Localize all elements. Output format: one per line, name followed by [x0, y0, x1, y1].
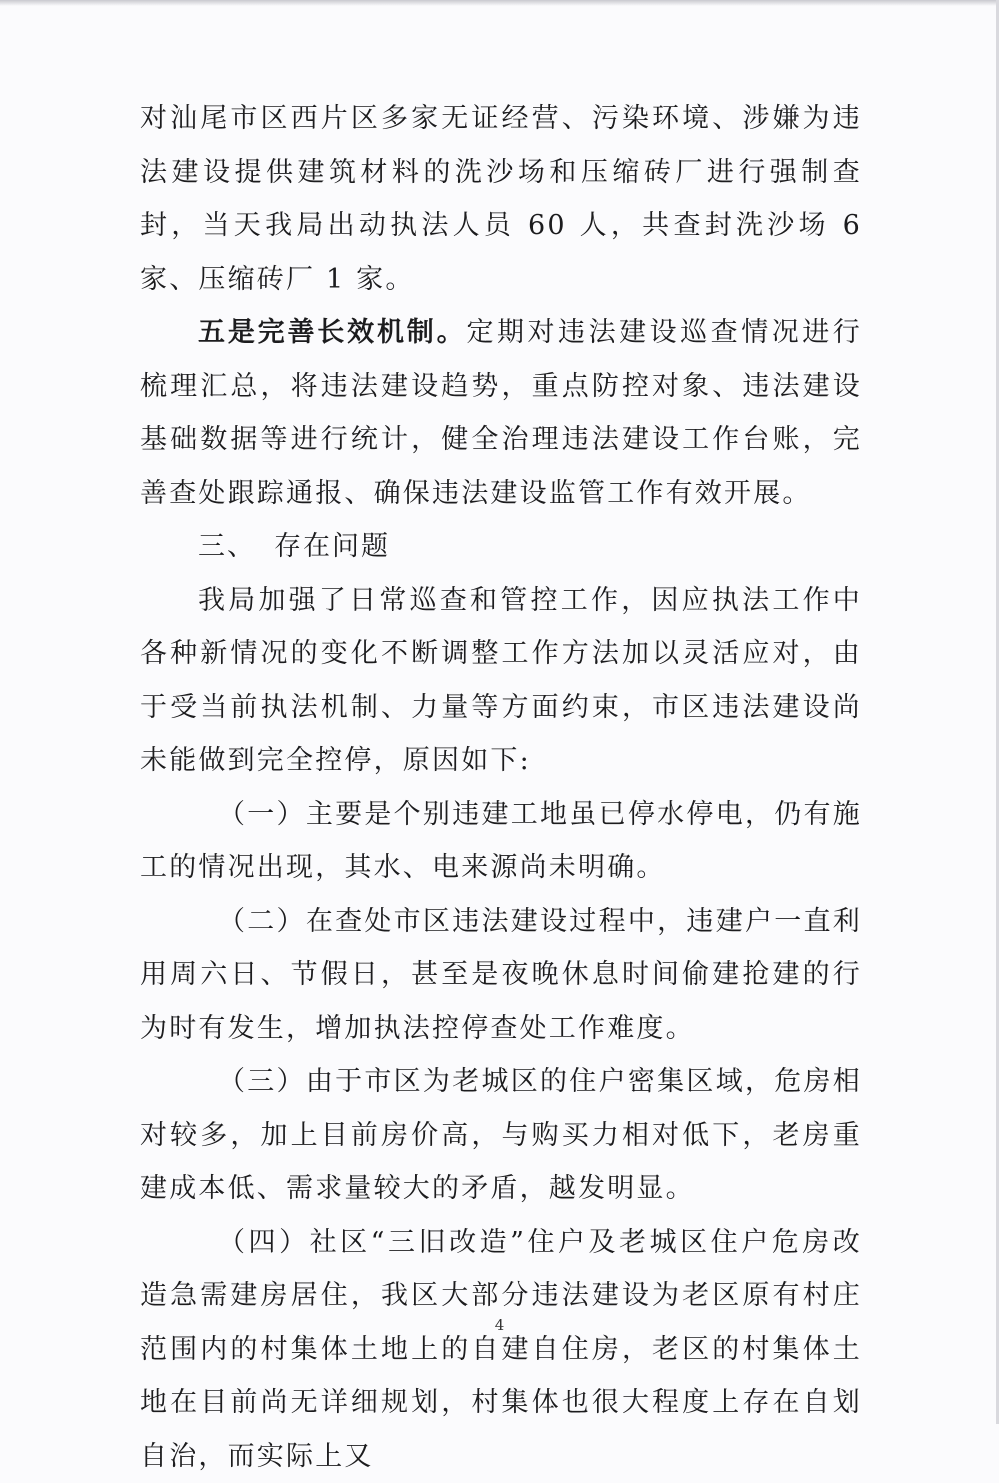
paragraph-issue-4: （四）社区“三旧改造”住户及老城区住户危房改造急需建房居住，我区大部分违法建设为老区原有村庄范围内的村集体土地上的自建自住房，老区的村集体土地在目前尚无详细规划，村集体也很大程度上存在自划自治，而实际上又 [140, 1216, 862, 1483]
item-5-lead: 五是完善长效机制。 [198, 317, 466, 348]
item-5-body: 定期对违法建设巡查情况进行梳理汇总，将违法建设趋势，重点防控对象、违法建设基础数据等进行统计，健全治理违法建设工作台账，完善查处跟踪通报、确保违法建设监管工作有效开展。 [140, 317, 862, 509]
scan-edge-top [0, 0, 999, 6]
section-title: 存在问题 [274, 531, 390, 562]
paragraph-item-5 [140, 306, 862, 520]
paragraph-issue-3: （三）由于市区为老城区的住户密集区域，危房相对较多，加上目前房价高，与购买力相对低下，老房重建成本低、需求量较大的矛盾，越发明显。 [140, 1055, 862, 1216]
paragraph-issue-1: （一）主要是个别违建工地虽已停水停电，仍有施工的情况出现，其水、电来源尚未明确。 [140, 788, 862, 895]
document-body [140, 92, 862, 1483]
paragraph-section-intro: 我局加强了日常巡查和管控工作，因应执法工作中各种新情况的变化不断调整工作方法加以灵活应对，由于受当前执法机制、力量等方面约束，市区违法建设尚未能做到完全控停，原因如下: [140, 574, 862, 788]
page-number: 4 [0, 1316, 999, 1334]
paragraph-issue-2: （二）在查处市区违法建设过程中，违建户一直利用周六日、节假日，甚至是夜晚休息时间偷建抢建的行为时有发生，增加执法控停查处工作难度。 [140, 895, 862, 1056]
section-number: 三、 [198, 531, 256, 562]
section-heading [140, 520, 862, 574]
paragraph-continuation: 对汕尾市区西片区多家无证经营、污染环境、涉嫌为违法建设提供建筑材料的洗沙场和压缩砖厂进行强制查封，当天我局出动执法人员 60 人，共查封洗沙场 6 家、压缩砖厂 1 家。 [140, 92, 862, 306]
